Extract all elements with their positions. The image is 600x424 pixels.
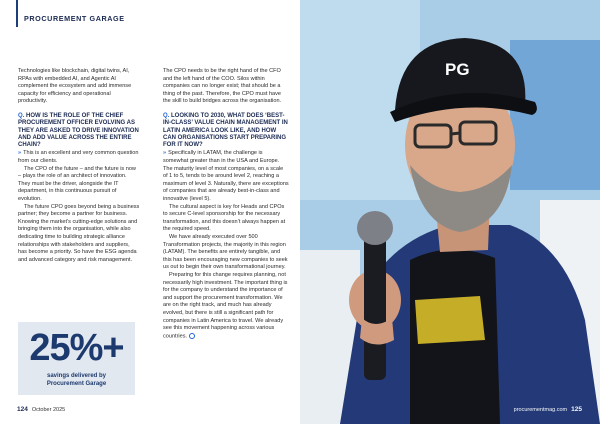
microphone-handle (364, 230, 386, 380)
body-paragraph: We have already executed over 500 Transformation projects, the majority in this region (LATAM). The benefits are entirely tangible, and this has been encouraging new companies to seek us out to begin their own transformational journey. (163, 233, 288, 271)
stat-value: 25%+ (29, 327, 124, 369)
intro-paragraph: Technologies like blockchain, digital twins, AI, RPAs with embedded AI, and Agentic AI complement the ecosystem and add immense capacity for efficiency and operational productivity. (18, 68, 132, 105)
stat-callout (18, 322, 135, 395)
answer-paragraph (163, 150, 289, 203)
stat-label-line: savings delivered by (46, 373, 107, 379)
answer-text: Specifically in LATAM, the challenge is somewhat greater than in the USA and Europe. The maturity level of most companies, on a scale of 1 to 5, tends to be around level 2, reaching a maximum of level 3. Naturally, there are exceptions of companies that are already best-in-class and innovative (level 5). (163, 150, 289, 203)
answer-marker: » (18, 150, 22, 157)
intro-paragraph: The CPO needs to be the right hand of the CFO and the left hand of the COO. Silos within companies can no longer exist; that should be a thing of the past. Therefore, the CPO must have the skill to build bridges across the organisation. (163, 68, 282, 105)
body-paragraph: The cultural aspect is key for Heads and CPOs to secure C-level sponsorship for the necessary transformation, and this doesn’t always happen at the required speed. (163, 203, 286, 233)
question-label: Q. (163, 112, 170, 119)
section-title: PROCUREMENT GARAGE (24, 14, 125, 23)
question-heading (163, 113, 289, 149)
closing-text: Preparing for this change requires planning, not necessarily high investment. The important thing is for the company to understand the importance of and support the procurement transformation. We are on the right track, and much has already evolved, but there is still a significant path for companies in Latin America to travel. We already see this movement happening across various countries. (163, 271, 288, 340)
speaker-illustration (300, 0, 600, 424)
middle-text-column (163, 68, 289, 341)
body-paragraph: The CPO of the future – and the future is now – plays the role of an architect of innovation. They must be the driver, alongside the IT department, in this continuous pursuit of evolution. (18, 165, 136, 203)
issue-date: October 2025 (31, 407, 66, 413)
answer-marker: » (163, 150, 167, 157)
website: procurementmag.com (513, 407, 568, 413)
answer-text: This is an excellent and very common question from our clients. (18, 150, 139, 165)
speaker-photo (300, 0, 600, 424)
page-number: 125 (571, 406, 582, 413)
question-text: LOOKING TO 2030, WHAT DOES ‘BEST-IN-CLASS’ VALUE CHAIN MANAGEMENT IN LATIN AMERICA LOOK LIKE, AND HOW CAN ORGANISATIONS START PREPARING FOR IT NOW? (163, 112, 288, 149)
page-number: 124 (17, 406, 28, 413)
footer-left (17, 406, 65, 413)
question-label: Q. (18, 112, 25, 119)
question-text: HOW IS THE ROLE OF THE CHIEF PROCUREMENT OFFICER EVOLVING AS THEY ARE ASKED TO DRIVE INNOVATION AND ADD VALUE ACROSS THE ENTIRE CHAIN? (18, 112, 139, 149)
cap-logo: PG (445, 60, 470, 79)
microphone-head (357, 211, 393, 245)
end-of-article-icon (189, 333, 195, 339)
answer-paragraph (18, 150, 140, 165)
body-paragraph (163, 272, 289, 341)
stat-label (18, 372, 135, 388)
body-paragraph: The future CPO goes beyond being a business partner; they become a partner for business. Knowing the market’s cutting-edge solutions and bringing them into the organisation, while also dedicating time to building strategic alliance relationships with stakeholders and suppliers, has become a priority. So have the ESG agenda and advanced category and risk management. (18, 203, 140, 263)
background-screen (510, 40, 600, 190)
stat-label-line: Procurement Garage (46, 381, 107, 387)
shirt-print (415, 296, 485, 344)
glasses-bridge (451, 133, 460, 134)
left-text-column (18, 68, 140, 264)
header-accent-bar (16, 0, 18, 27)
footer-right (514, 406, 582, 413)
question-heading (18, 113, 140, 149)
